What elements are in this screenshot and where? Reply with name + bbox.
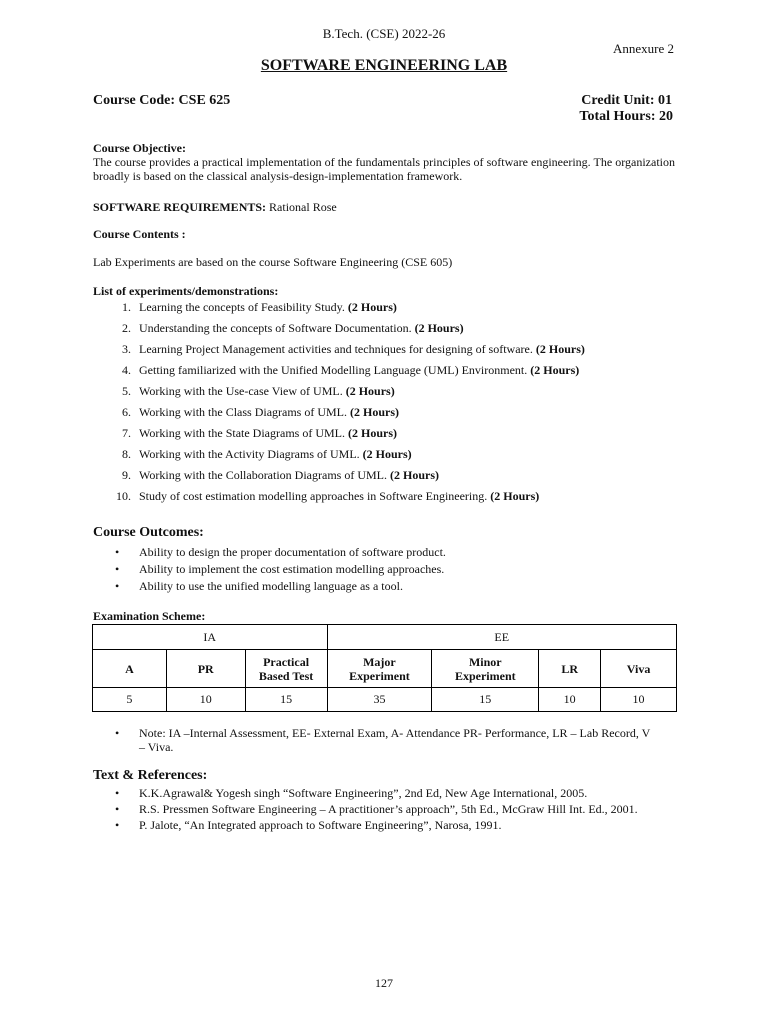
software-requirements <box>93 200 337 214</box>
list-item <box>93 468 693 489</box>
list-item <box>93 818 658 832</box>
item-text: Working with the State Diagrams of UML. <box>139 426 348 440</box>
item-hours: (2 Hours) <box>345 384 395 398</box>
list-item <box>93 447 693 468</box>
credit-unit: Credit Unit: 01 <box>581 93 672 108</box>
exam-table <box>92 624 677 712</box>
item-hours: (2 Hours) <box>490 489 540 503</box>
total-hours: Total Hours: 20 <box>579 109 673 124</box>
item-text: Learning the concepts of Feasibility Study. <box>139 300 348 314</box>
table-cell: 15 <box>245 688 327 712</box>
list-item <box>93 342 693 363</box>
list-item <box>93 579 678 596</box>
bullet-icon: • <box>115 545 120 559</box>
item-hours: (2 Hours) <box>350 405 400 419</box>
bullet-icon: • <box>115 802 120 816</box>
item-hours: (2 Hours) <box>535 342 585 356</box>
reference-text: K.K.Agrawal& Yogesh singh “Software Engineering”, 2nd Ed, New Age International, 2005. <box>139 786 588 800</box>
column-header: A <box>93 650 167 688</box>
table-cell: 5 <box>93 688 167 712</box>
column-header: LR <box>539 650 601 688</box>
item-number: 2. <box>122 321 131 335</box>
column-header: Major Experiment <box>327 650 432 688</box>
item-text: Working with the Activity Diagrams of UML. <box>139 447 363 461</box>
item-text: Working with the Use-case View of UML. <box>139 384 346 398</box>
references-heading: Text & References: <box>93 768 208 783</box>
item-text: Getting familiarized with the Unified Modelling Language (UML) Environment. <box>139 363 531 377</box>
table-row <box>93 625 677 650</box>
page-title: SOFTWARE ENGINEERING LAB <box>260 57 508 74</box>
column-header: Viva <box>601 650 677 688</box>
bullet-icon: • <box>115 579 120 593</box>
item-hours: (2 Hours) <box>362 447 412 461</box>
list-item <box>93 802 658 816</box>
outcome-text: Ability to design the proper documentation of software product. <box>139 545 446 559</box>
item-text: Working with the Collaboration Diagrams of UML. <box>139 468 390 482</box>
bullet-icon: • <box>115 818 120 832</box>
column-header: Practical Based Test <box>245 650 327 688</box>
annexure-label: Annexure 2 <box>612 41 674 56</box>
experiments-list <box>93 300 693 510</box>
reference-text: P. Jalote, “An Integrated approach to Software Engineering”, Narosa, 1991. <box>139 818 502 832</box>
item-number: 9. <box>122 468 131 482</box>
item-hours: (2 Hours) <box>530 363 580 377</box>
list-item <box>93 545 678 562</box>
group-header-ee: EE <box>327 625 676 650</box>
objective-heading: Course Objective: <box>93 141 186 155</box>
list-item <box>93 300 693 321</box>
item-hours: (2 Hours) <box>347 300 397 314</box>
item-number: 4. <box>122 363 131 377</box>
item-number: 3. <box>122 342 131 356</box>
list-item <box>93 489 693 510</box>
list-item <box>93 321 693 342</box>
reference-text: R.S. Pressmen Software Engineering – A practitioner’s approach”, 5th Ed., McGraw Hill Int. Ed., 2001. <box>139 802 638 816</box>
exam-note-list <box>93 726 653 754</box>
table-row <box>93 688 677 712</box>
item-number: 5. <box>122 384 131 398</box>
outcomes-list <box>93 545 678 596</box>
table-cell: 10 <box>166 688 245 712</box>
objective-text: The course provides a practical implementation of the fundamentals principles of software engineering. The organization broadly is based on the classical analysis-design-implementation framework. <box>93 155 675 183</box>
contents-text: Lab Experiments are based on the course Software Engineering (CSE 605) <box>93 255 453 269</box>
item-number: 7. <box>122 426 131 440</box>
list-item <box>93 562 678 579</box>
table-row <box>93 650 677 688</box>
exam-heading: Examination Scheme: <box>93 609 206 623</box>
item-number: 6. <box>122 405 131 419</box>
table-cell: 10 <box>539 688 601 712</box>
bullet-icon: • <box>115 786 120 800</box>
list-item <box>93 426 693 447</box>
bullet-icon: • <box>115 726 120 740</box>
item-text: Study of cost estimation modelling approaches in Software Engineering. <box>139 489 491 503</box>
list-item <box>93 786 658 800</box>
item-text: Working with the Class Diagrams of UML. <box>139 405 351 419</box>
list-item <box>93 726 653 754</box>
course-code: Course Code: CSE 625 <box>93 93 231 108</box>
item-hours: (2 Hours) <box>390 468 439 482</box>
software-requirements-value: Rational Rose <box>266 200 337 214</box>
table-cell: 35 <box>327 688 432 712</box>
outcomes-heading: Course Outcomes: <box>93 525 204 540</box>
item-hours: (2 Hours) <box>414 321 464 335</box>
software-requirements-label: SOFTWARE REQUIREMENTS: <box>93 200 267 214</box>
references-list <box>93 786 658 832</box>
bullet-icon: • <box>115 562 120 576</box>
item-number: 1. <box>122 300 131 314</box>
item-number: 8. <box>122 447 131 461</box>
table-cell: 10 <box>601 688 677 712</box>
column-header: PR <box>166 650 245 688</box>
outcome-text: Ability to implement the cost estimation modelling approaches. <box>139 562 445 576</box>
item-text: Learning Project Management activities and techniques for designing of software. <box>139 342 536 356</box>
item-hours: (2 Hours) <box>348 426 397 440</box>
list-item <box>93 405 693 426</box>
page-number: 127 <box>375 976 393 990</box>
list-item <box>93 384 693 405</box>
table-cell: 15 <box>432 688 539 712</box>
item-text: Understanding the concepts of Software Documentation. <box>139 321 415 335</box>
exam-note: Note: IA –Internal Assessment, EE- External Exam, A- Attendance PR- Performance, LR – Lab Record, V – Viva. <box>139 726 651 754</box>
column-header: Minor Experiment <box>432 650 539 688</box>
outcome-text: Ability to use the unified modelling language as a tool. <box>139 579 403 593</box>
experiments-heading: List of experiments/demonstrations: <box>93 284 279 298</box>
item-number: 10. <box>116 489 131 503</box>
contents-heading: Course Contents : <box>93 227 186 241</box>
list-item <box>93 363 693 384</box>
program-header: B.Tech. (CSE) 2022-26 <box>322 26 446 41</box>
group-header-ia: IA <box>93 625 328 650</box>
